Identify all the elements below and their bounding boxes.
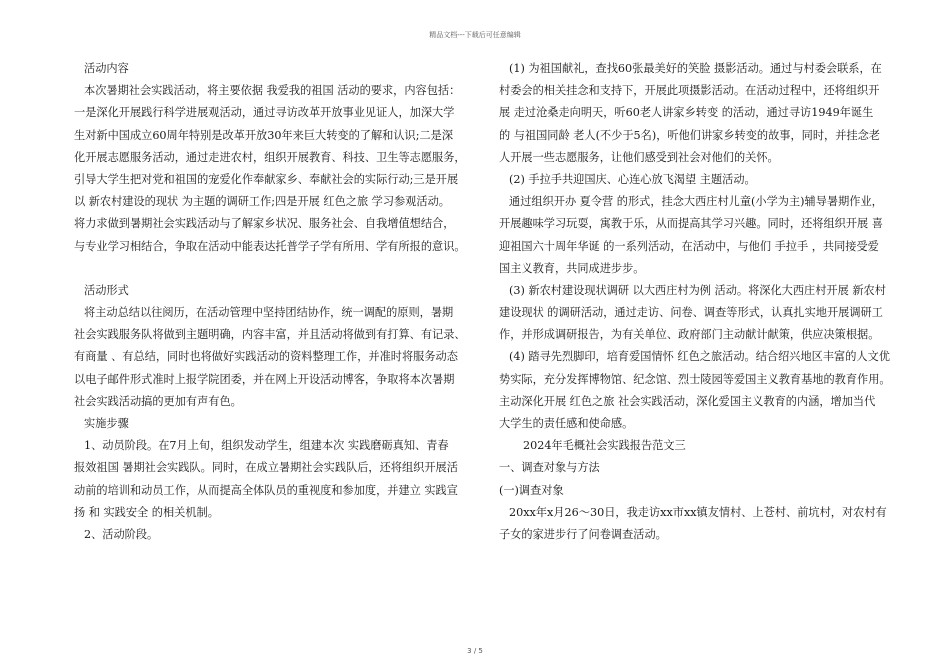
text-line: (2) 手拉手共迎国庆、心连心放飞渴望 主题活动。 [509, 172, 756, 186]
text-line: 本次暑期社会实践活动，将主要依据 我爱我的祖国 活动的要求，内容包括： [84, 84, 461, 98]
text-line: 生对新中国成立60周年特别是改革开放30年来巨大转变的了解和认识;二是深 [74, 128, 454, 142]
text-line: 20xx年x月26～30日，我走访xx市xx镇友情村、上苍村、前坑村，对农村有 [509, 505, 887, 519]
left-column [74, 58, 466, 546]
text-line: 将力求做到暑期社会实践活动与了解家乡状况、服务社会、自我增值想结合， [74, 217, 455, 231]
right-column [499, 58, 891, 546]
text-line: 作，并形成调研报告，为有关单位、政府部门主动献计献策，供应决策根据。 [499, 328, 880, 342]
text-line: 村委会的相关挂念和支持下，开展此项摄影活动。在活动过程中，还将组织开 [499, 84, 880, 98]
text-line: 活动内容 [84, 62, 129, 75]
text-line: 人开展一些志愿服务，让他们感受到社会对他们的关怀。 [499, 150, 779, 164]
text-line: 引导大学生把对党和祖国的宠爱化作奉献家乡、奉献社会的实际行动;三是开展 [74, 172, 459, 186]
text-line: 子女的家进步行了问卷调查活动。 [499, 527, 667, 541]
text-line: 迎祖国六十周年华诞 的一系列活动，在活动中，与他们 手拉手 ，共同接受爱 [499, 239, 879, 253]
text-line: 以电子邮件形式准时上报学院团委，并在网上开设活动博客，争取将本次暑期 [74, 372, 455, 386]
text-line: 动前的培训和动员工作，从而提高全体队员的重视度和参加度，并建立 实践宣 [74, 483, 458, 497]
text-line: 实施步骤 [84, 417, 129, 430]
text-line: 社会实践服务队将做到主题明确，内容丰富，并且活动将做到有打算、有记录、 [74, 328, 466, 342]
text-line: (4) 踏寻先烈脚印，培育爱国情怀 红色之旅活动。结合绍兴地区丰富的人文优 [509, 350, 890, 364]
text-line: 有商量 、有总结，同时也将做好实践活动的资料整理工作，并准时将服务动态 [74, 350, 458, 364]
text-line: 与专业学习相结合，争取在活动中能表达托普学子学有所用、学有所报的意识。 [74, 239, 466, 253]
text-line: (1) 为祖国献礼，查找60张最美好的笑脸 摄影活动。通过与村委会联系，在 [509, 62, 882, 75]
text-line: 势实际，充分发挥博物馆、纪念馆、烈士陵园等爱国主义教育基地的教育作用。 [499, 372, 891, 386]
text-line: 社会实践活动搞的更加有声有色。 [74, 394, 242, 408]
text-line: 2024年毛概社会实践报告范文三 [523, 439, 686, 453]
text-line: 一、调查对象与方法 [499, 461, 600, 475]
text-line: (一)调查对象 [499, 483, 564, 497]
text-line: 以 新农村建设的现状 为主题的调研工作;四是开展 红色之旅 学习参观活动。 [74, 195, 450, 209]
text-line: 的 与祖国同龄 老人(不少于5名)，听他们讲家乡转变的故事，同时，并挂念老 [499, 128, 880, 142]
text-line: 将主动总结以往阅历，在活动管理中坚持团结协作，统一调配的原则，暑期 [84, 306, 454, 320]
text-line: 展 走过沧桑走向明天，听60老人讲家乡转变 的活动，通过寻访1949年诞生 [499, 106, 874, 120]
text-line: 2、活动阶段。 [84, 527, 159, 541]
text-line: 通过组织开办 夏令营 的形式，挂念大西庄村儿童(小学为主)辅导暑期作业， [509, 195, 883, 209]
text-line: 报效祖国 暑期社会实践队。同时，在成立暑期社会实践队后，还将组织开展活 [74, 461, 458, 475]
text-line: 1、动员阶段。在7月上旬，组织发动学生，组建本次 实践磨砺真知、青春 [84, 439, 449, 453]
text-line: 一是深化开展践行科学进展观活动，通过寻访改革开放事业见证人，加深大学 [74, 106, 455, 120]
text-line: 国主义教育，共同成进步步。 [499, 261, 645, 275]
text-line: 主动深化开展 红色之旅 社会实践活动，深化爱国主义教育的内涵，增加当代 [499, 394, 876, 408]
text-line: 建设现状 的调研活动，通过走访、问卷、调查等形式，认真扎实地开展调研工 [499, 306, 883, 320]
paragraph-gap [74, 258, 459, 280]
page-header: 精品文档---下载后可任意编辑 [429, 31, 521, 39]
text-line: 扬 和 实践安全 的相关机制。 [74, 505, 219, 519]
page-number: 3 / 5 [467, 647, 483, 655]
text-line: 活动形式 [84, 283, 129, 297]
text-line: 化开展志愿服务活动，通过走进农村，组织开展教育、科技、卫生等志愿服务， [74, 150, 466, 164]
text-line: 大学生的责任感和使命感。 [499, 417, 634, 430]
text-line: (3) 新农村建设现状调研 以大西庄村为例 活动。将深化大西庄村开展 新农村 [509, 283, 886, 297]
text-line: 开展趣味学习玩耍，寓教于乐，从而提高其学习兴趣。同时，还将组织开展 喜 [499, 217, 883, 231]
